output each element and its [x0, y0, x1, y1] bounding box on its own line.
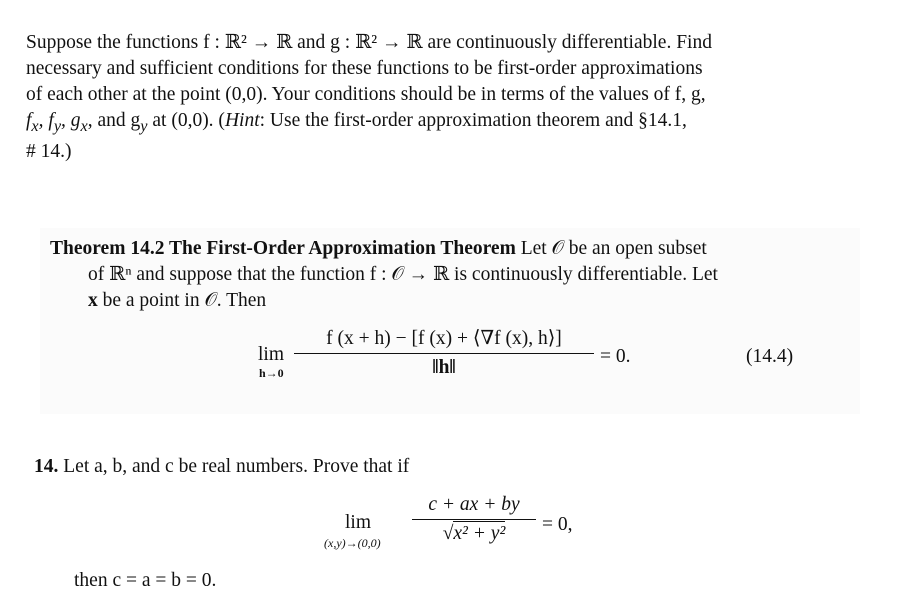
exercise-fraction: [412, 494, 536, 545]
theorem-numerator: f (x + h) − [f (x) + ⟨∇f (x), h⟩]: [326, 328, 562, 349]
problem-line-4-i: at (0,0). (: [147, 110, 225, 131]
theorem-block: [40, 228, 860, 414]
exercise-fraction-bar: [412, 519, 536, 520]
problem-line-4-b: x: [31, 116, 39, 135]
problem-line-5: # 14.): [26, 140, 72, 162]
problem-line-4-h: y: [140, 116, 148, 135]
sqrt: [443, 523, 506, 545]
problem-line-4-c: , f: [38, 110, 54, 131]
exercise-lim-sub: (x,y)→(0,0): [324, 536, 381, 550]
theorem-lim-sub: h→0: [259, 366, 284, 380]
exercise-denominator: [412, 523, 536, 545]
equation-number: (14.4): [746, 346, 794, 367]
theorem-rhs: = 0.: [600, 346, 631, 367]
theorem-denominator: ‖h‖: [432, 357, 456, 379]
problem-line-2: necessary and sufficient conditions for these functions to be first-order approximations: [26, 58, 703, 79]
sqrt-radicand: x² + y²: [453, 523, 506, 545]
problem-line-3: of each other at the point (0,0). Your conditions should be in terms of the values of f, g,: [26, 84, 706, 105]
exercise-text: Let a, b, and c be real numbers. Prove that if: [63, 456, 410, 477]
theorem-fraction-bar: [294, 353, 594, 354]
problem-line-4-a: f: [26, 110, 32, 131]
exercise-lim: lim: [345, 512, 372, 533]
exercise-line-1: [34, 456, 409, 478]
problem-line-4-j: : Use the first-order approximation theorem and §14.1,: [259, 110, 687, 131]
sqrt-icon: √: [442, 523, 454, 545]
problem-line-4-e: , g: [61, 110, 81, 131]
exercise-rhs: = 0,: [542, 514, 573, 535]
problem-hint-label: Hint: [224, 110, 260, 131]
problem-line-4-f: x: [80, 116, 88, 135]
exercise-number: 14.: [34, 456, 59, 477]
problem-line-4-g: , and g: [87, 110, 141, 131]
exercise-numerator: c + ax + by: [428, 494, 520, 515]
theorem-heading: Theorem 14.2 The First-Order Approximation Theorem: [50, 238, 516, 259]
problem-line-1: Suppose the functions f : ℝ² → ℝ and g : ℝ² → ℝ are continuously differentiable. Find: [26, 32, 712, 53]
problem-statement: [26, 30, 836, 165]
problem-line-4-d: y: [53, 116, 62, 135]
theorem-x-bold: x: [88, 290, 98, 311]
theorem-line-3-rest: be a point in 𝒪. Then: [97, 290, 267, 311]
theorem-line-2: of ℝⁿ and suppose that the function f : 𝒪 → ℝ is continuously differentiable. Let: [88, 264, 718, 285]
theorem-line-1-rest: Let 𝒪 be an open subset: [520, 238, 707, 259]
exercise-conclusion: then c = a = b = 0.: [74, 570, 217, 591]
theorem-fraction: [294, 326, 594, 379]
theorem-line-3: [88, 288, 266, 314]
theorem-lim: lim: [258, 344, 285, 365]
theorem-line-1: [50, 236, 707, 262]
problem-line-4: [26, 108, 836, 139]
